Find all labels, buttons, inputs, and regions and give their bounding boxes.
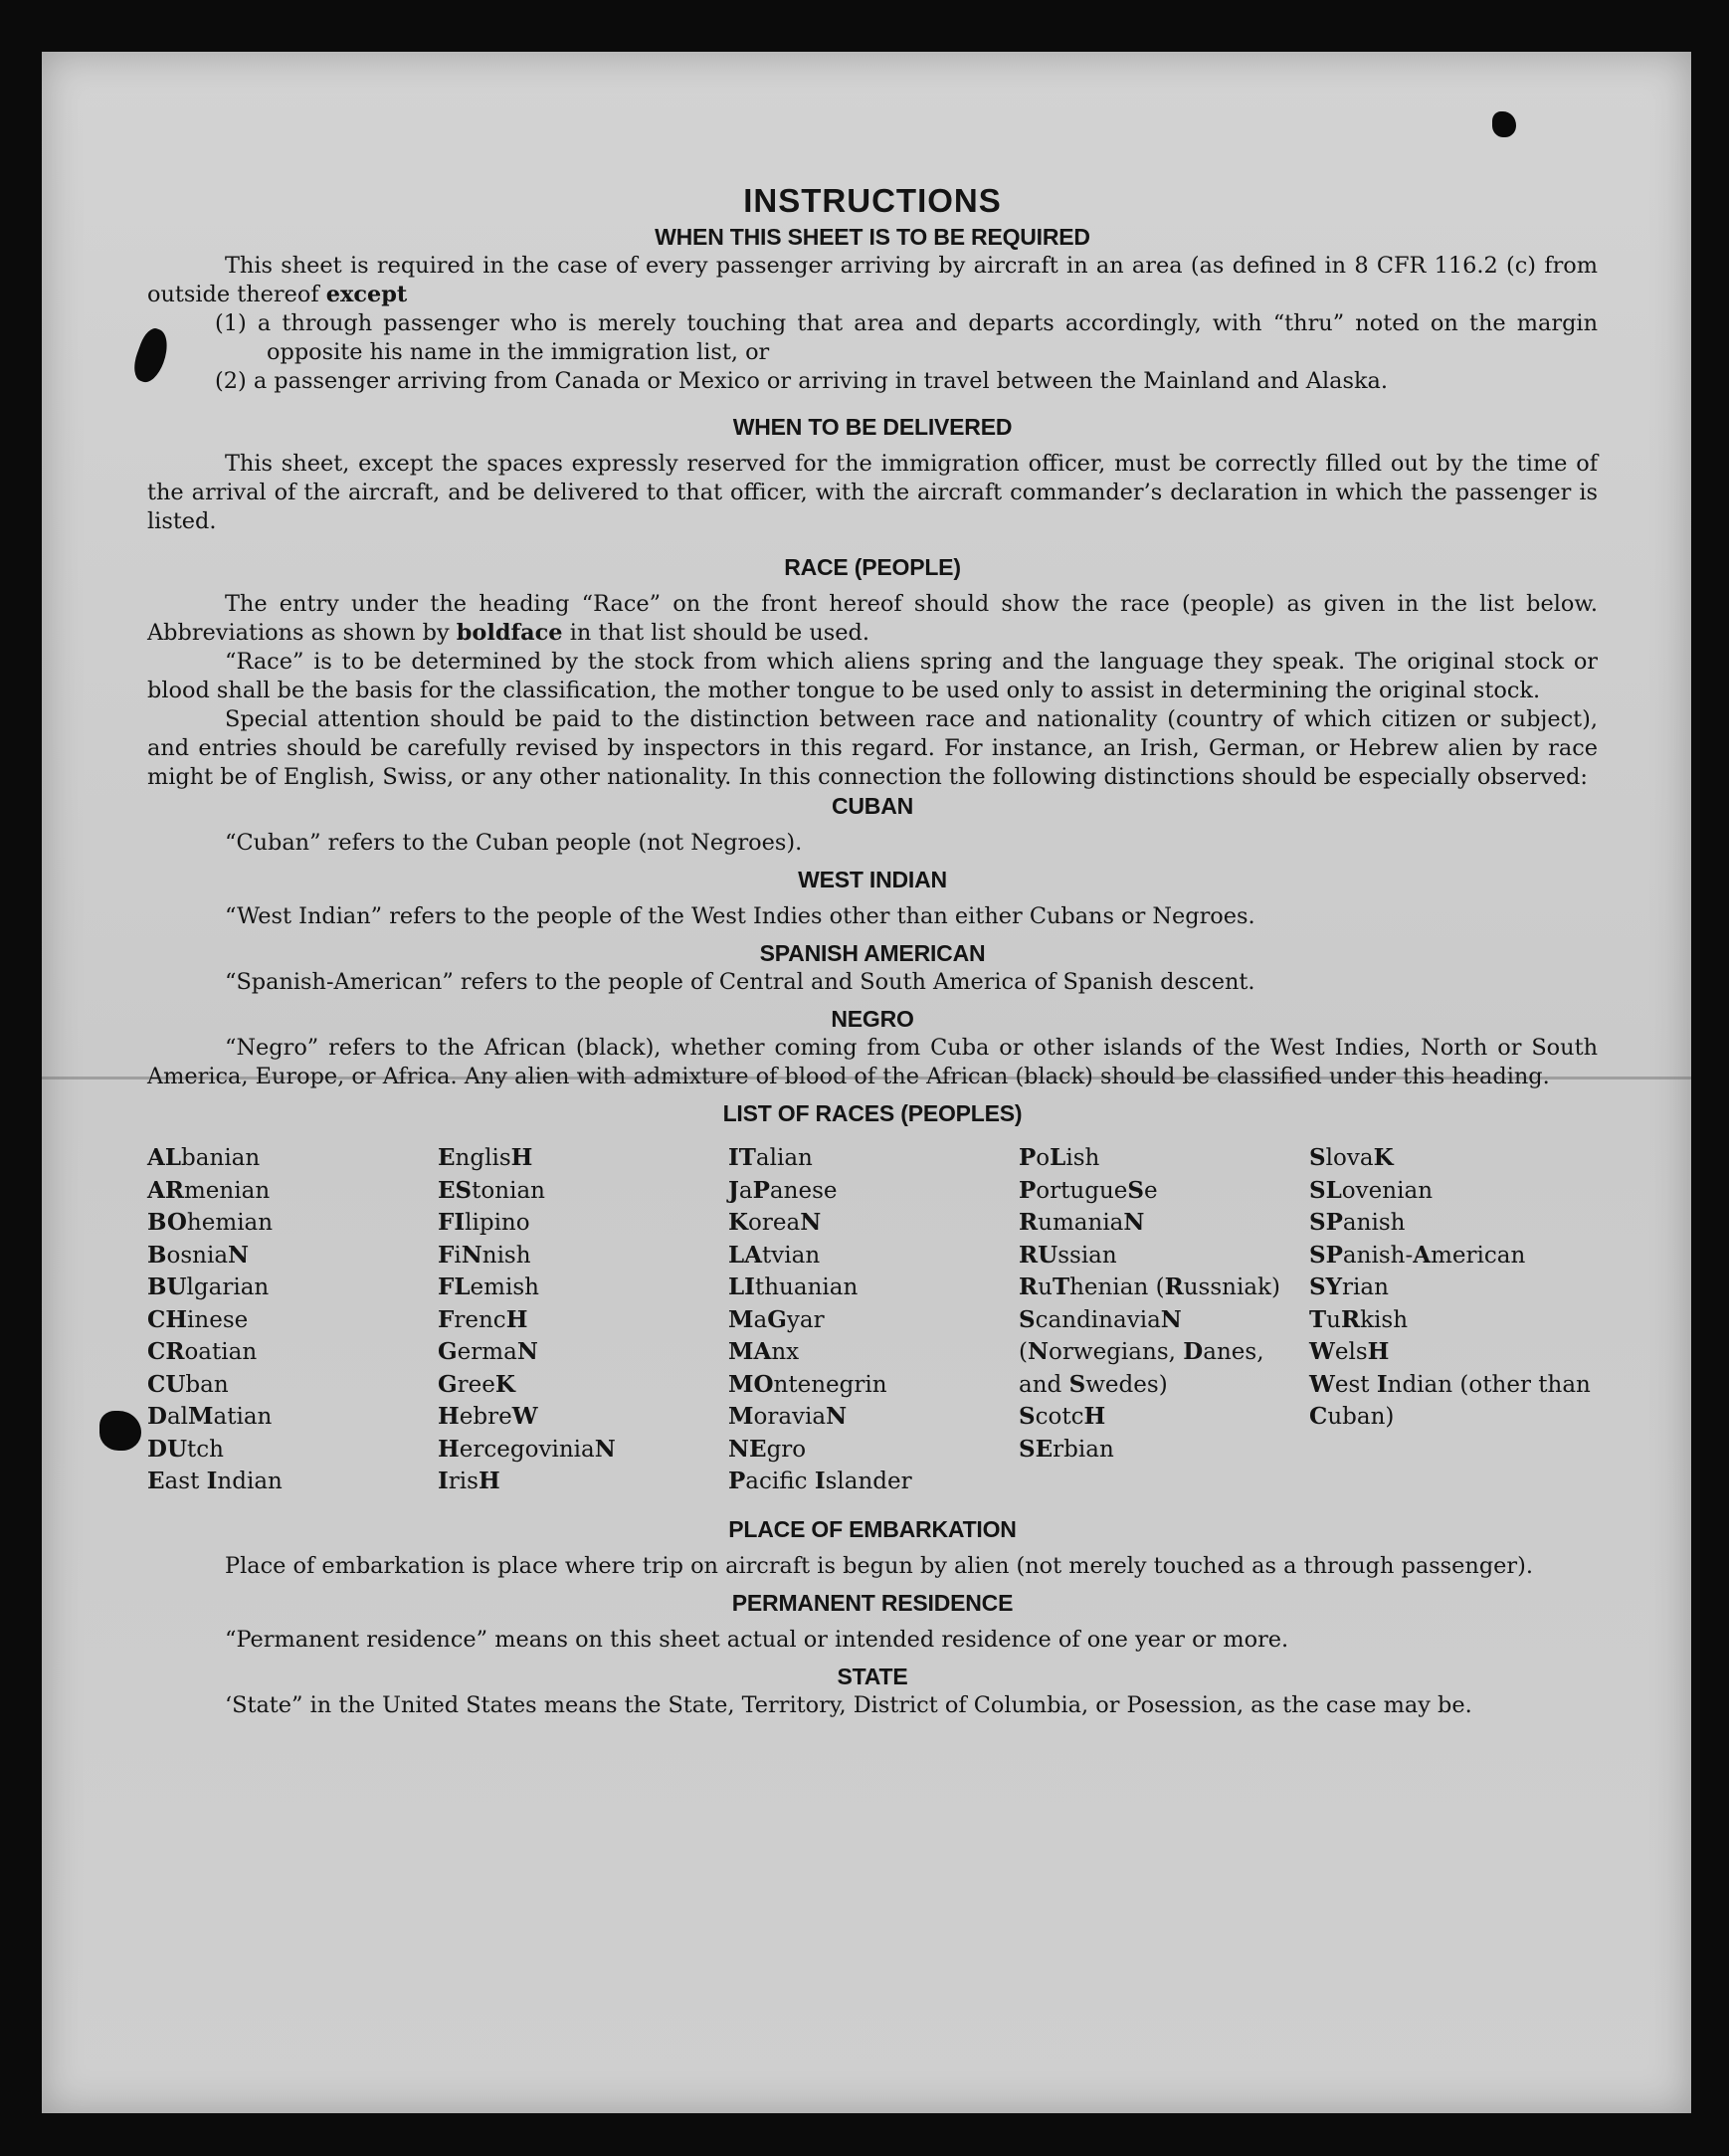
race-entry: West Indian (other than Cuban) [1309,1370,1591,1430]
race-entry: RumaniaN [1019,1209,1145,1236]
race-entry: FLemish [438,1274,539,1300]
race-entry: NEgro [728,1435,807,1463]
race-paragraph-2: “Race” is to be determined by the stock from which aliens spring and the language they speak. The original stock or blood shall be the basis for the classification, the mother tongue to be used only to assist in determining the original stock. [147,649,1598,703]
west-indian-text: “West Indian” refers to the people of the West Indies other than either Cubans or Negroes. [225,903,1255,929]
race-column [147,1142,438,1498]
negro-text: “Negro” refers to the African (black), whether coming from Cuba or other islands of the West Indies, North or South America, Europe, or Africa. Any alien with admixture of blood of the African (black) should be classified under this heading. [147,1035,1598,1089]
race-entry: FiNnish [438,1241,531,1269]
race-entry: BosniaN [147,1241,250,1269]
race-entry: SYrian [1309,1274,1389,1300]
residence-text: “Permanent residence” means on this sheet actual or intended residence of one year or more. [225,1626,1289,1653]
race-entry: MOntenegrin [728,1370,887,1398]
race-entry: ARmenian [147,1176,271,1204]
race-entry: ScandinaviaN (Norwegians, Danes, and Swedes) [1019,1305,1264,1398]
instructions-page [147,179,1598,1720]
race-entry: SPanish [1309,1209,1406,1236]
race-entry: HebreW [438,1403,538,1430]
heading-negro: NEGRO [831,1006,914,1032]
heading-list-of-races: LIST OF RACES (PEOPLES) [722,1100,1023,1126]
heading-cuban: CUBAN [831,793,914,819]
race-entry: GreeK [438,1370,515,1398]
race-entry: SlovaK [1309,1144,1394,1171]
required-item: (2) a passenger arriving from Canada or Mexico or arriving in travel between the Mainland and Alaska. [215,368,1388,394]
heading-spanish-american: SPANISH AMERICAN [759,940,986,966]
race-entry: PortugueSe [1019,1176,1158,1204]
race-entry: LAtvian [728,1241,821,1269]
ink-blot [99,1411,141,1451]
race-paragraph-3: Special attention should be paid to the distinction between race and nationality (country of which citizen or subject), and entries should be carefully revised by inspectors in this regard. For instance, an Irish, German, or Hebrew alien by race might be of English, Swiss, or any other nationality. In this connection the following distinctions should be especially observed: [147,706,1598,790]
spanish-american-text: “Spanish-American” refers to the people of Central and South America of Spanish descent. [225,969,1255,995]
state-text: ‘State” in the United States means the State, Territory, District of Columbia, or Posession, as the case may be. [225,1691,1472,1718]
heading-west-indian: WEST INDIAN [798,867,947,892]
delivered-text: This sheet, except the spaces expressly reserved for the immigration officer, must be correctly filled out by the time of the arrival of the aircraft, and be delivered to that officer, with the aircraft commander’s declaration in which the passenger is listed. [147,451,1598,534]
race-entry: JaPanese [728,1176,838,1204]
race-entry: ALbanian [147,1144,261,1171]
race-column [728,1142,1019,1498]
heading-delivered: WHEN TO BE DELIVERED [732,414,1013,440]
race-entry: DUtch [147,1435,224,1463]
race-entry: ITalian [728,1144,813,1171]
race-entry: EnglisH [438,1144,533,1171]
race-entry: Pacifc Islander [728,1468,912,1494]
embarkation-text: Place of embarkation is place where trip on aircraft is begun by alien (not merely touched as a through passenger). [225,1552,1533,1579]
required-item: (1) a through passenger who is merely touching that area and departs accordingly, with “thru” noted on the margin opposite his name in the immigration list, or [215,310,1598,365]
race-column [1309,1142,1598,1498]
heading-embarkation: PLACE OF EMBARKATION [728,1515,1017,1542]
race-column [438,1142,728,1498]
race-entry: FIlipino [438,1209,530,1236]
race-entry: GermaN [438,1338,538,1365]
race-entry: CUban [147,1370,229,1398]
race-entry: RUssian [1019,1241,1117,1269]
race-entry: MAnx [728,1338,800,1365]
race-entry: FrencH [438,1305,528,1333]
race-entry: MoraviaN [728,1403,848,1430]
race-entry: IrisH [438,1468,500,1494]
required-intro: This sheet is required in the case of every passenger arriving by aircraft in an area (as defined in 8 CFR 116.2 (c) from outside thereof except [147,253,1598,307]
heading-permanent-residence: PERMANENT RESIDENCE [731,1589,1014,1616]
heading-state: STATE [837,1663,908,1689]
race-entry: TuRkish [1309,1305,1409,1333]
race-entry: PoLish [1019,1144,1100,1171]
race-column [1019,1142,1309,1498]
ink-blot [1492,111,1516,137]
race-entry: HercegoviniaN [438,1435,616,1463]
race-entry: LIthuanian [728,1274,859,1300]
race-entry: ScotcH [1019,1403,1106,1430]
race-entry: WelsH [1309,1338,1390,1365]
race-entry: CHinese [147,1305,249,1333]
heading-race: RACE (PEOPLE) [784,554,961,580]
race-entry: MaGyar [728,1305,825,1333]
race-entry: SErbian [1019,1435,1114,1463]
races-list [147,1142,1598,1498]
heading-required: WHEN THIS SHEET IS TO BE REQUIRED [655,224,1090,250]
race-entry: DalMatian [147,1403,273,1430]
race-entry: KoreaN [728,1209,822,1236]
cuban-text: “Cuban” refers to the Cuban people (not Negroes). [225,830,803,856]
race-entry: BOhemian [147,1209,274,1236]
race-entry: BUlgarian [147,1274,270,1300]
race-entry: EStonian [438,1176,545,1204]
race-entry: SPanish-American [1309,1241,1526,1269]
race-entry: SLovenian [1309,1176,1434,1204]
page-title: INSTRUCTIONS [743,182,1002,219]
race-paragraph-1: The entry under the heading “Race” on the front hereof should show the race (people) as given in the list below. Abbreviations as shown by boldface in that list should be used. [147,591,1598,646]
race-entry: East Indian [147,1468,283,1494]
race-entry: RuThenian (Russniak) [1019,1274,1280,1300]
race-entry: CRoatian [147,1338,258,1365]
